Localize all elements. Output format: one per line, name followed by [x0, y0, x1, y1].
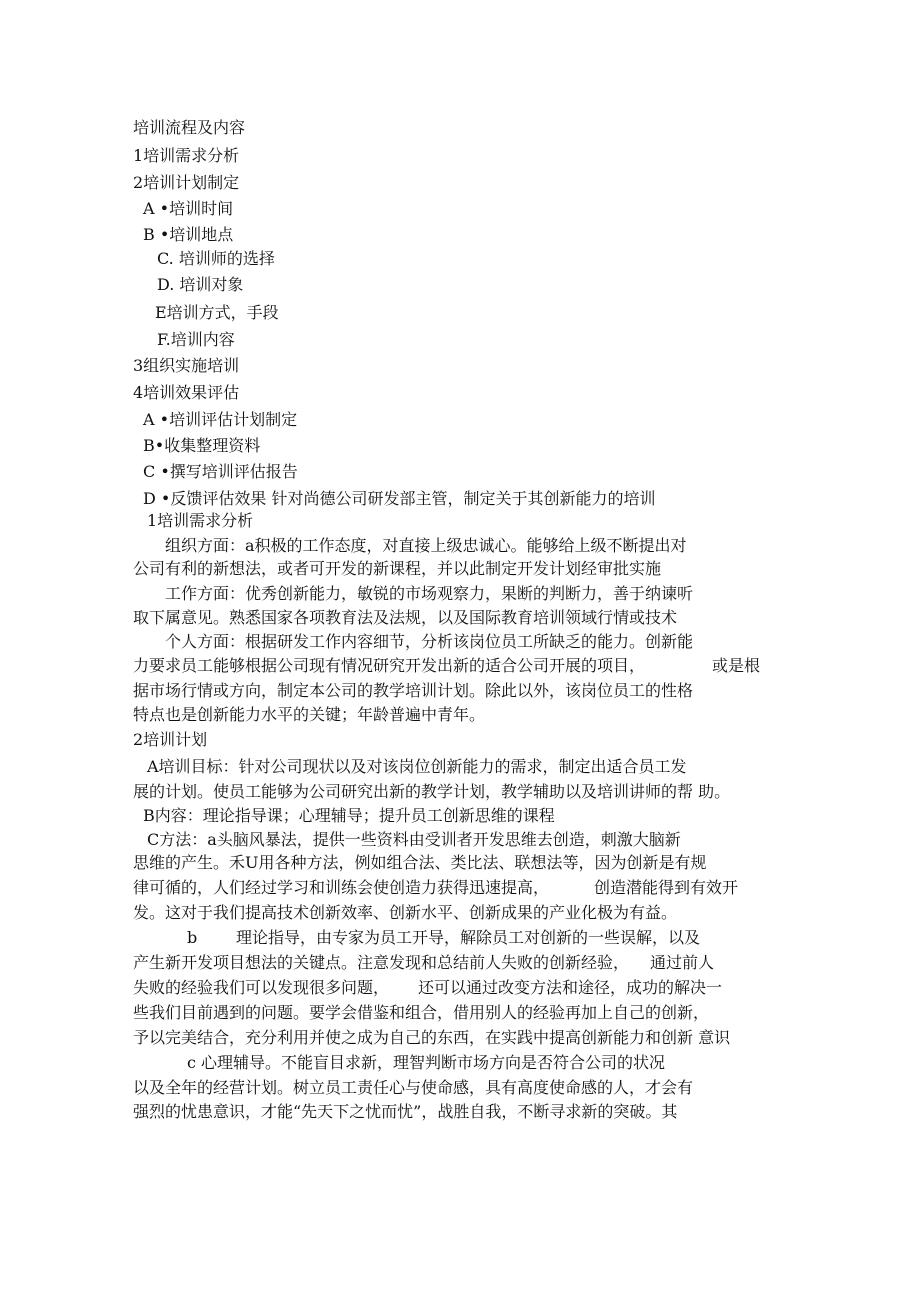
paragraph-line: 理论指导，由专家为员工开导，解除员工对创新的一些误解，以及: [236, 928, 701, 947]
paragraph-line: B内容：理论指导课；心理辅导；提升员工创新思维的课程: [143, 806, 555, 825]
paragraph-line: 产生新开发项目想法的关键点。注意发现和总结前人失败的创新经验，: [133, 953, 630, 972]
paragraph-line-tail: 还可以通过改变方法和途径，成功的解决一: [418, 978, 723, 997]
outline-subitem-methods: E培训方式，手段: [155, 303, 279, 322]
paragraph-line: 强烈的忧患意识，才能“先天下之忧而忧”，战胜自我，不断寻求新的突破。其: [133, 1102, 678, 1121]
paragraph-line: 予以完美结合，充分利用并使之成为自己的东西，在实践中提高创新能力和创新 意识: [133, 1028, 731, 1047]
outline-subitem-trainer: C. 培训师的选择: [157, 249, 275, 268]
outline-item-implement: 3组织实施培训: [133, 356, 240, 375]
paragraph-line: 些我们目前遇到的问题。要学会借鉴和组合，借用别人的经验再加上自己的创新，: [133, 1003, 710, 1022]
paragraph-line: 律可循的，人们经过学习和训练会使创造力获得迅速提高，: [133, 878, 550, 897]
paragraph-line: 思维的产生。禾U用各种方法，例如组合法、类比法、联想法等，因为创新是有规: [133, 853, 707, 872]
outline-subitem-collect: B•收集整理资料: [143, 436, 261, 455]
paragraph-line: 特点也是创新能力水平的关键；年龄普遍中青年。: [133, 705, 486, 724]
paragraph-line: 以及全年的经营计划。树立员工责任心与使命感，具有高度使命感的人，才会有: [133, 1078, 694, 1097]
doc-title: 培训流程及内容: [133, 118, 246, 137]
paragraph-line: 工作方面：优秀创新能力，敏锐的市场观察力，果断的判断力，善于纳谏听: [165, 584, 694, 603]
outline-subitem-time: A •培训时间: [143, 199, 234, 218]
paragraph-line: 发。这对于我们提高技术创新效率、创新水平、创新成果的产业化极为有益。: [133, 903, 678, 922]
paragraph-line: 展的计划。使员工能够为公司研究出新的教学计划，教学辅助以及培训讲师的帮 助。: [133, 782, 731, 801]
outline-subitem-location: B •培训地点: [143, 225, 234, 244]
paragraph-line: C方法：a头脑风暴法，提供一些资料由受训者开发思维去创造，刺激大脑新: [147, 830, 681, 849]
paragraph-line: 组织方面：a积极的工作态度，对直接上级忠诚心。能够给上级不断提出对: [165, 536, 687, 555]
paragraph-line-tail: 或是根: [712, 656, 761, 675]
paragraph-line-tail: 创造潜能得到有效开: [594, 878, 739, 897]
paragraph-line: A培训目标：针对公司现状以及对该岗位创新能力的需求，制定出适合员工发: [147, 757, 687, 776]
outline-subitem-trainees: D. 培训对象: [157, 275, 244, 294]
paragraph-line-tail: 通过前人: [650, 953, 715, 972]
outline-subitem-eval-plan: A •培训评估计划制定: [143, 410, 298, 429]
outline-item-evaluation: 4培训效果评估: [133, 383, 240, 402]
paragraph-line: 失败的经验我们可以发现很多问题，: [133, 978, 390, 997]
outline-item-plan: 2培训计划制定: [133, 173, 240, 192]
section-heading-plan: 2培训计划: [133, 730, 208, 749]
paragraph-line: 取下属意见。熟悉国家各项教育法及法规，以及国际教育培训领域行情或技术: [133, 608, 678, 627]
outline-item-needs-analysis: 1培训需求分析: [133, 146, 240, 165]
paragraph-line: 据市场行情或方向，制定本公司的教学培训计划。除此以外，该岗位员工的性格: [133, 681, 694, 700]
outline-subitem-content: F.培训内容: [157, 330, 235, 349]
item-marker-b: b: [187, 928, 198, 947]
paragraph-line: 公司有利的新想法，或者可开发的新课程，并以此制定开发计划经审批实施: [133, 559, 662, 578]
outline-subitem-report: C •撰写培训评估报告: [143, 462, 298, 481]
section-heading-needs: 1培训需求分析: [147, 511, 254, 530]
paragraph-line: 力要求员工能够根据公司现有情况研究开发出新的适合公司开展的项目，: [133, 656, 646, 675]
paragraph-line: c 心理辅导。不能盲目求新，理智判断市场方向是否符合公司的状况: [187, 1053, 666, 1072]
outline-subitem-feedback: D •反馈评估效果 针对尚德公司研发部主管，制定关于其创新能力的培训: [143, 489, 656, 508]
paragraph-line: 个人方面：根据研发工作内容细节，分析该岗位员工所缺乏的能力。创新能: [165, 632, 694, 651]
